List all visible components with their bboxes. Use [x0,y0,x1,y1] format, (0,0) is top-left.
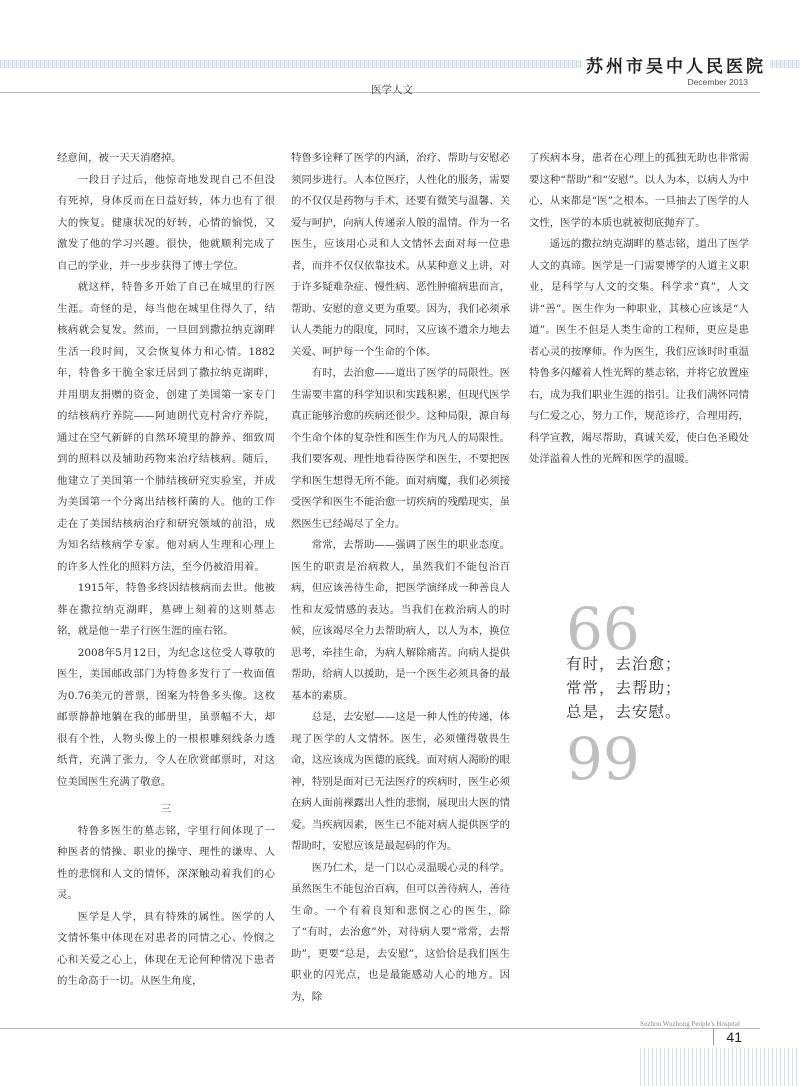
section-heading: 三 [160,803,172,815]
paragraph: 了疾病本身，患者在心理上的孤独无助也非常需要这种“帮助”和“安慰”。以人为本，以病人为中心，从来都是“医”之根本。一旦抽去了医学的人文性，医学的本质也就被彻底抛弃了。 [529,152,749,229]
column-2 [291,148,510,1008]
issue-date: December 2013 [687,77,748,87]
footer-rule [0,1028,760,1029]
paragraph: 特鲁多诠释了医学的内涵，治疗、帮助与安慰必须同步进行。人本位医疗，人性化的服务，需要的不仅仅是药物与手术，还要有微笑与温馨、关爱与呵护，向病人传递亲人般的温情。作为一名医生，应该用心灵和人文情怀去面对每一位患者，而并不仅仅依靠技术。从某种意义上讲，对于许多疑难杂症、慢性病、恶性肿瘤病患而言，帮助、安慰的意义更为重要。因为，我们必须承认人类能力的限度，同时，又应该不遗余力地去关爱、呵护每一个生命的个体。 [291,152,510,358]
paragraph: 特鲁多医生的墓志铭，字里行间体现了一种医者的情操、职业的操守、理性的谦卑、人性的悲悯和人文的情怀，深深触动着我们的心灵。 [57,824,275,901]
paragraph: 有时，去治愈——道出了医学的局限性。医生需要丰富的科学知识和实践积累，但现代医学真正能够治愈的疾病还很少。这种局限，源自每个生命个体的复杂性和医生作为凡人的局限性。我们要客观、理性地看待医学和医生，不要把医学和医生想得无所不能。面对病魔，我们必须接受医学和医生不能治愈一切疾病的残酷现实，虽然医生已经竭尽了全力。 [291,367,510,530]
paragraph: 医乃仁术，是一门以心灵温暖心灵的科学。虽然医生不能包治百病，但可以善待病人，善待生命。一个有着良知和悲悯之心的医生，除了“有时，去治愈”外，对待病人要“常常，去帮助”，更要“总是，去安慰”，这恰恰是我们医生职业的闪光点，也是最能感动人心的地方。因为，除 [291,861,510,1003]
footer-stripe [640,1048,800,1086]
paragraph: 2008年5月12日，为纪念这位受人尊敬的医生，美国邮政部门为特鲁多发行了一枚面值为0.76美元的普票，图案为特鲁多头像。这枚邮票静静地躺在我的邮册里，虽票幅不大，却很有个性，人物头像上的一根根雕刻线条力透纸背，充满了张力，令人在欣赏邮票时，对这位美国医生充满了敬意。 [57,646,275,788]
column-1 [57,148,275,993]
column-3 [529,148,749,471]
pull-quote-line: 总是，去安慰。 [566,703,682,721]
hospital-name: 苏州市吴中人民医院 [582,52,770,77]
open-quote-mark: 66 [566,595,640,663]
paragraph: 遥远的撒拉纳克湖畔的墓志铭，道出了医学人文的真谛。医学是一门需要博学的人道主义职业，是科学与人文的交集。科学求“真”，人文讲“善”。医生作为一种职业，其核心应该是“人道”。医生不但是人类生命的工程师，更应是患者心灵的按摩师。作为医生，我们应该时时重温特鲁多闪耀着人性光辉的墓志铭，并将它放置座右，成为我们职业生涯的指引。让我们满怀同情与仁爱之心，努力工作，规范诊疗，合理用药，科学宣教，竭尽帮助，真诚关爱，使白色圣殿处处洋溢着人性的光辉和医学的温暖。 [529,238,749,465]
paragraph: 一段日子过后，他惊奇地发现自己不但没有死掉，身体反而在日益好转，体力也有了很大的恢复。健康状况的好转，心情的愉悦，又激发了他的学习兴趣。很快，他就顺利完成了自己的学业，并一步步获得了博士学位。 [57,173,275,272]
paragraph: 常常，去帮助——强调了医生的职业态度。医生的职责是治病救人，虽然我们不能包治百病，但应该善待生命，把医学演绎成一种善良人性和友爱情感的表达。当我们在救治病人的时候，应该竭尽全力去帮助病人，以人为本，换位思考，牵挂生命，为病人解除痛苦。向病人提供帮助，给病人以援助，是一个医生必须具备的最基本的素质。 [291,539,510,702]
pull-quote-line: 常常，去帮助； [566,679,682,697]
pull-quote [566,652,682,724]
footer-journal-name: Suzhou Wuzhong People's Hospital [640,1020,740,1028]
page-number: 41 [713,1029,742,1045]
paragraph: 就这样，特鲁多开始了自己在城里的行医生涯。奇怪的是，每当他在城里住得久了，结核病就会复发。然而，一旦回到撒拉纳克湖畔生活一段时间，又会恢复体力和心情。1882年，特鲁多干脆全家迁居到了撒拉纳克湖畔，并用朋友捐赠的资金，创建了美国第一家专门的结核病疗养院——阿迪朗代克村舍疗养院，通过在空气新鲜的自然环境里的静养、细致周到的照料以及辅助药物来治疗结核病。随后，他建立了美国第一个肺结核研究实验室，并成为美国第一个分离出结核杆菌的人。他的工作走在了美国结核病治疗和研究领域的前沿，成为知名结核病学专家。他对病人生理和心理上的许多人性化的照料方法，至今仍被沿用着。 [57,281,275,573]
paragraph: 经意间，被一天天消磨掉。 [57,152,182,164]
section-title: 医学人文 [371,84,413,96]
paragraph: 1915年，特鲁多终因结核病而去世。他被葬在撒拉纳克湖畔，墓碑上刻着的这则墓志铭，就是他一辈子行医生涯的座右铭。 [57,582,275,637]
paragraph: 总是，去安慰——这是一种人性的传递，体现了医学的人文情怀。医生，必须懂得敬畏生命，这应该成为医德的底线。面对病人渴盼的眼神，特别是面对已无法医疗的疾病时，医生必须在病人面前裸露出人性的悲悯，展现出大医的情爱。当疾病因素，医生已不能对病人提供医学的帮助时，安慰应该是最起码的作为。 [291,711,510,852]
paragraph: 医学是人学，具有特殊的属性。医学的人文情怀集中体现在对患者的同情之心、怜悯之心和关爱之心上，体现在无论何种情况下患者的生命高于一切。从医生角度， [57,910,275,987]
pull-quote-line: 有时，去治愈； [566,655,682,673]
close-quote-mark: 99 [566,725,640,793]
